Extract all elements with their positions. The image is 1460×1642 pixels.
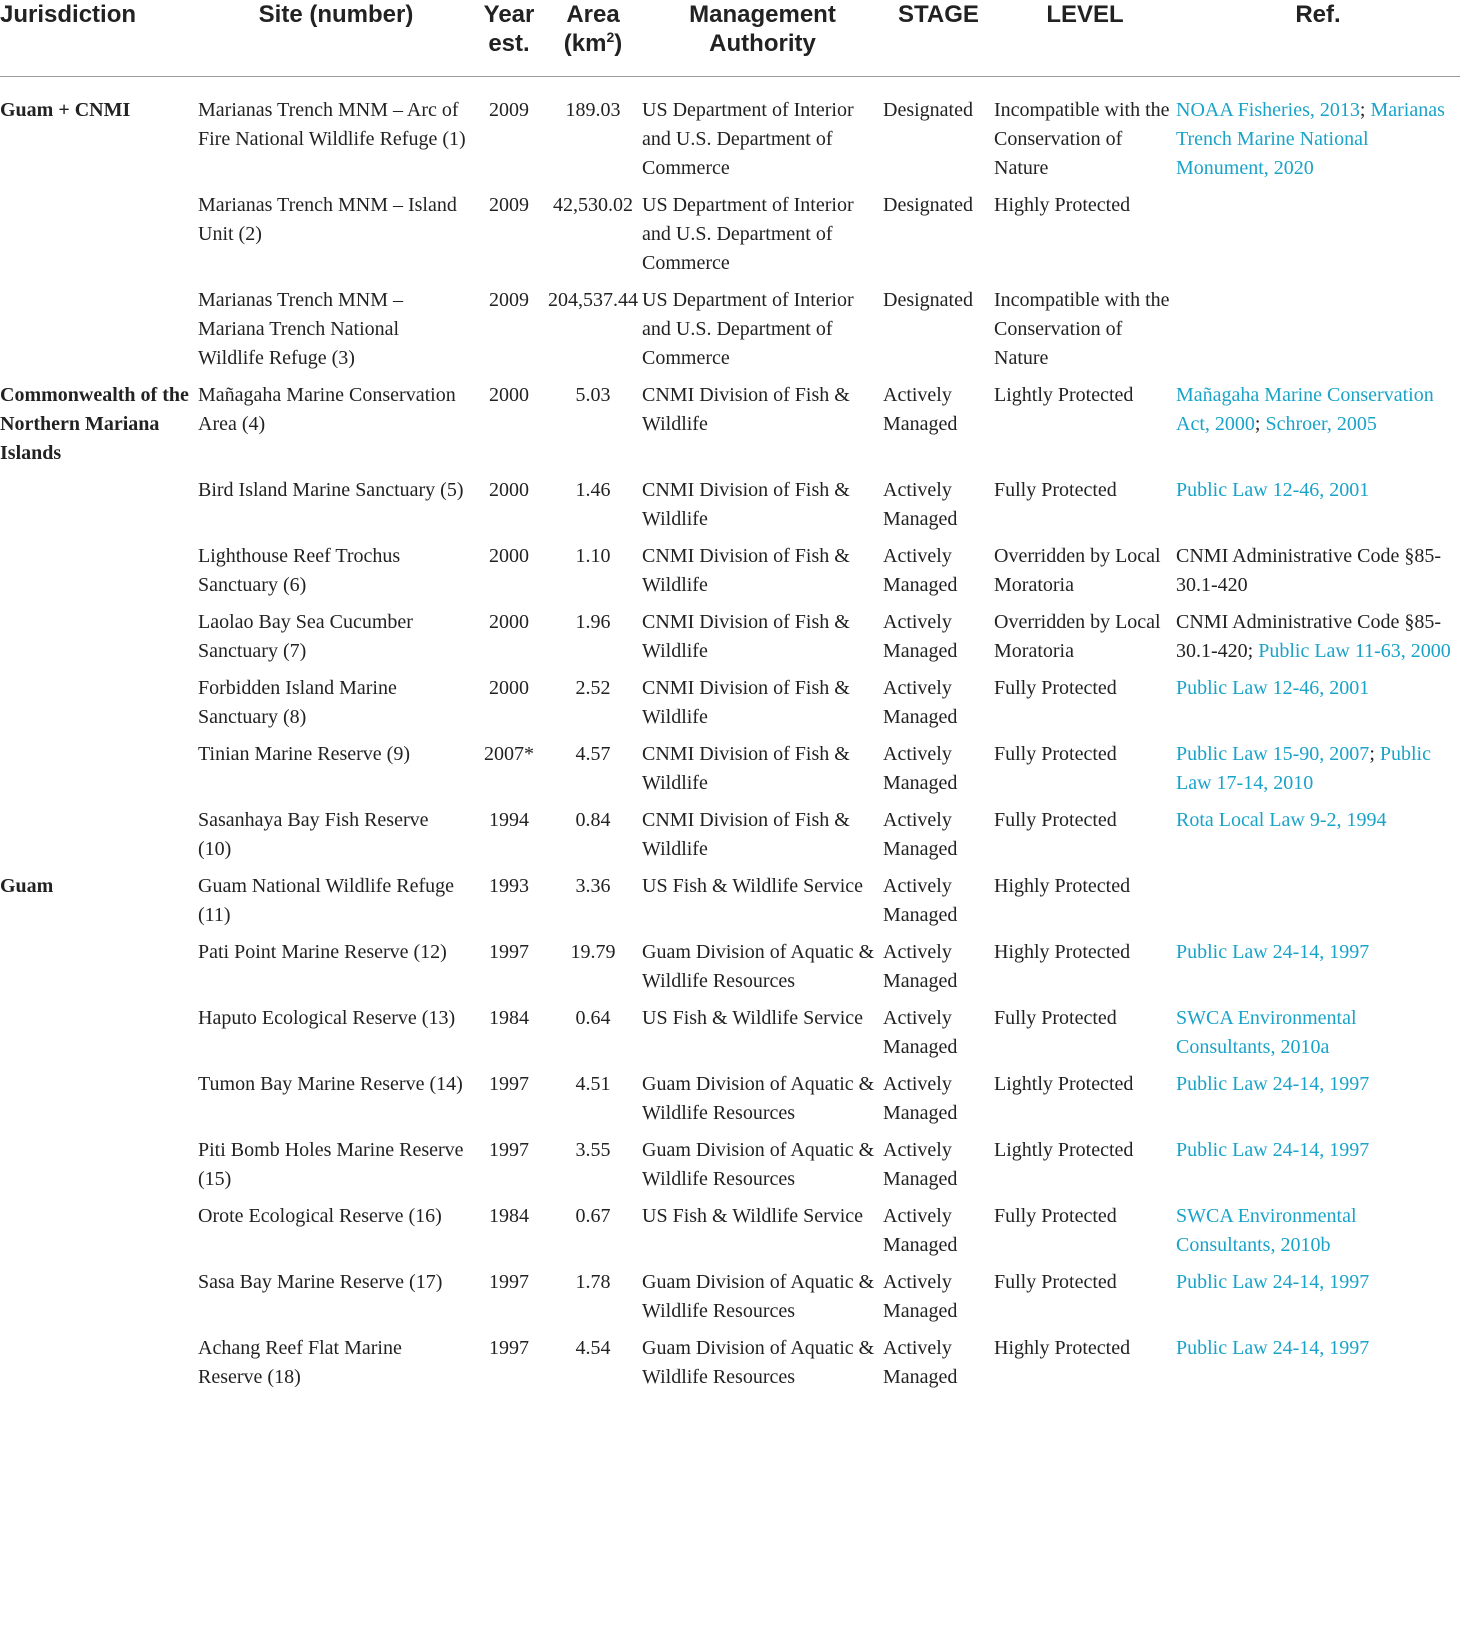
reference-link[interactable]: Marianas Trench Marine National Monument, 2020	[1176, 99, 1445, 179]
year-cell: 1984	[489, 1007, 529, 1029]
reference-text: ;	[1359, 99, 1366, 121]
table-row	[0, 1202, 1460, 1268]
level-cell: Incompatible with the Conservation of Nature	[994, 289, 1170, 369]
area-cell: 5.03	[575, 384, 611, 406]
table-row	[0, 608, 1460, 674]
table-row	[0, 381, 1460, 476]
reference-cell	[1176, 1070, 1460, 1136]
year-cell: 2007*	[484, 743, 534, 765]
reference-cell	[1176, 1136, 1460, 1202]
site-cell: Sasa Bay Marine Reserve (17)	[198, 1271, 443, 1293]
level-cell: Highly Protected	[994, 941, 1131, 963]
header-year: Year est.	[474, 0, 544, 77]
authority-cell: US Department of Interior and U.S. Department of Commerce	[642, 194, 854, 274]
authority-cell: Guam Division of Aquatic & Wildlife Resources	[642, 941, 875, 992]
site-cell: Marianas Trench MNM – Mariana Trench National Wildlife Refuge (3)	[198, 289, 403, 369]
year-cell: 2000	[489, 677, 529, 699]
stage-cell: Actively Managed	[883, 743, 958, 794]
site-cell: Mañagaha Marine Conservation Area (4)	[198, 384, 456, 435]
table-row	[0, 1334, 1460, 1400]
jurisdiction-cell	[0, 740, 198, 806]
year-cell: 2000	[489, 611, 529, 633]
authority-cell: CNMI Division of Fish & Wildlife	[642, 611, 850, 662]
area-cell: 1.10	[575, 545, 611, 567]
area-cell: 4.57	[575, 743, 611, 765]
header-area-base: Area (km	[563, 1, 620, 57]
jurisdiction-cell: Commonwealth of the Northern Mariana Islands	[0, 384, 189, 464]
level-cell: Fully Protected	[994, 1271, 1117, 1293]
site-cell: Pati Point Marine Reserve (12)	[198, 941, 447, 963]
reference-link[interactable]: Public Law 11-63, 2000	[1258, 640, 1451, 662]
year-cell: 1997	[489, 1073, 529, 1095]
stage-cell: Designated	[883, 99, 973, 121]
stage-cell: Actively Managed	[883, 611, 958, 662]
level-cell: Fully Protected	[994, 809, 1117, 831]
table-row	[0, 740, 1460, 806]
area-cell: 189.03	[565, 99, 621, 121]
table-row	[0, 1268, 1460, 1334]
authority-cell: CNMI Division of Fish & Wildlife	[642, 479, 850, 530]
area-cell: 1.46	[575, 479, 611, 501]
reference-link[interactable]: Public Law 12-46, 2001	[1176, 677, 1370, 699]
stage-cell: Actively Managed	[883, 1139, 958, 1190]
area-cell: 1.96	[575, 611, 611, 633]
stage-cell: Actively Managed	[883, 941, 958, 992]
jurisdiction-cell	[0, 1070, 198, 1136]
jurisdiction-cell	[0, 1202, 198, 1268]
area-cell: 19.79	[570, 941, 616, 963]
site-cell: Lighthouse Reef Trochus Sanctuary (6)	[198, 545, 401, 596]
stage-cell: Actively Managed	[883, 1337, 958, 1388]
level-cell: Lightly Protected	[994, 1139, 1134, 1161]
authority-cell: CNMI Division of Fish & Wildlife	[642, 384, 850, 435]
reference-cell	[1176, 476, 1460, 542]
level-cell: Lightly Protected	[994, 1073, 1134, 1095]
site-cell: Guam National Wildlife Refuge (11)	[198, 875, 454, 926]
reference-cell	[1176, 1004, 1460, 1070]
stage-cell: Actively Managed	[883, 809, 958, 860]
level-cell: Highly Protected	[994, 1337, 1131, 1359]
jurisdiction-cell	[0, 286, 198, 381]
reference-link[interactable]: Public Law 17-14, 2010	[1176, 743, 1431, 794]
area-cell: 3.36	[575, 875, 611, 897]
site-cell: Bird Island Marine Sanctuary (5)	[198, 479, 464, 501]
reference-link[interactable]: Schroer, 2005	[1260, 413, 1377, 435]
authority-cell: Guam Division of Aquatic & Wildlife Resources	[642, 1271, 875, 1322]
stage-cell: Actively Managed	[883, 1007, 958, 1058]
level-cell: Fully Protected	[994, 479, 1117, 501]
year-cell: 1984	[489, 1205, 529, 1227]
jurisdiction-cell: Guam	[0, 875, 54, 897]
table-row	[0, 542, 1460, 608]
reference-cell	[1176, 938, 1460, 1004]
year-cell: 1993	[489, 875, 529, 897]
table-row	[0, 191, 1460, 286]
reference-link[interactable]: SWCA Environmental Consultants, 2010b	[1176, 1205, 1357, 1256]
area-cell: 0.64	[575, 1007, 611, 1029]
year-cell: 2009	[489, 289, 529, 311]
year-cell: 1997	[489, 1337, 529, 1359]
stage-cell: Actively Managed	[883, 479, 958, 530]
site-cell: Tinian Marine Reserve (9)	[198, 743, 410, 765]
site-cell: Haputo Ecological Reserve (13)	[198, 1007, 456, 1029]
reference-link[interactable]: Public Law 24-14, 1997	[1176, 1337, 1370, 1359]
reference-link[interactable]: SWCA Environmental Consultants, 2010a	[1176, 1007, 1357, 1058]
authority-cell: US Fish & Wildlife Service	[642, 1007, 864, 1029]
reference-text: ;	[1254, 413, 1261, 435]
header-ref: Ref.	[1176, 0, 1460, 77]
stage-cell: Actively Managed	[883, 875, 958, 926]
authority-cell: CNMI Division of Fish & Wildlife	[642, 545, 850, 596]
level-cell: Overridden by Local Moratoria	[994, 611, 1161, 662]
level-cell: Highly Protected	[994, 194, 1131, 216]
table-row	[0, 1070, 1460, 1136]
reference-link[interactable]: Public Law 24-14, 1997	[1176, 941, 1370, 963]
header-area	[544, 0, 642, 77]
area-cell: 2.52	[575, 677, 611, 699]
reference-link[interactable]: Rota Local Law 9-2, 1994	[1176, 809, 1387, 831]
reference-cell	[1176, 608, 1460, 674]
authority-cell: CNMI Division of Fish & Wildlife	[642, 743, 850, 794]
area-cell: 0.67	[575, 1205, 611, 1227]
reference-link[interactable]: Public Law 24-14, 1997	[1176, 1073, 1370, 1095]
year-cell: 1994	[489, 809, 529, 831]
site-cell: Marianas Trench MNM – Island Unit (2)	[198, 194, 457, 245]
reference-cell	[1176, 1268, 1460, 1334]
jurisdiction-cell	[0, 608, 198, 674]
header-stage: STAGE	[883, 0, 994, 77]
table-row	[0, 1136, 1460, 1202]
jurisdiction-cell	[0, 1334, 198, 1400]
area-cell: 1.78	[575, 1271, 611, 1293]
table-row	[0, 872, 1460, 938]
reference-text: CNMI Administrative Code §85-30.1-420	[1176, 545, 1441, 596]
reference-cell	[1176, 740, 1460, 806]
table-row	[0, 938, 1460, 1004]
authority-cell: US Department of Interior and U.S. Department of Commerce	[642, 289, 854, 369]
reference-link[interactable]: Public Law 12-46, 2001	[1176, 479, 1370, 501]
stage-cell: Actively Managed	[883, 1073, 958, 1124]
reference-cell	[1176, 1202, 1460, 1268]
jurisdiction-cell	[0, 1004, 198, 1070]
year-cell: 1997	[489, 1271, 529, 1293]
jurisdiction-cell	[0, 191, 198, 286]
stage-cell: Actively Managed	[883, 384, 958, 435]
stage-cell: Actively Managed	[883, 677, 958, 728]
year-cell: 1997	[489, 1139, 529, 1161]
reference-cell	[1176, 381, 1460, 476]
year-cell: 2000	[489, 384, 529, 406]
site-cell: Marianas Trench MNM – Arc of Fire National Wildlife Refuge (1)	[198, 99, 466, 150]
site-cell: Tumon Bay Marine Reserve (14)	[198, 1073, 463, 1095]
site-cell: Achang Reef Flat Marine Reserve (18)	[198, 1337, 402, 1388]
reference-cell	[1176, 806, 1460, 872]
site-cell: Forbidden Island Marine Sanctuary (8)	[198, 677, 397, 728]
year-cell: 1997	[489, 941, 529, 963]
stage-cell: Actively Managed	[883, 1205, 958, 1256]
table-body	[0, 77, 1460, 1401]
jurisdiction-cell	[0, 674, 198, 740]
jurisdiction-cell	[0, 1136, 198, 1202]
level-cell: Fully Protected	[994, 677, 1117, 699]
table-row	[0, 286, 1460, 381]
authority-cell: CNMI Division of Fish & Wildlife	[642, 677, 850, 728]
level-cell: Overridden by Local Moratoria	[994, 545, 1161, 596]
reference-cell	[1176, 1334, 1460, 1400]
area-cell: 4.54	[575, 1337, 611, 1359]
level-cell: Fully Protected	[994, 1205, 1117, 1227]
site-cell: Piti Bomb Holes Marine Reserve (15)	[198, 1139, 464, 1190]
area-cell: 0.84	[575, 809, 611, 831]
stage-cell: Designated	[883, 194, 973, 216]
jurisdiction-cell: Guam + CNMI	[0, 99, 131, 121]
authority-cell: Guam Division of Aquatic & Wildlife Resources	[642, 1139, 875, 1190]
stage-cell: Actively Managed	[883, 545, 958, 596]
level-cell: Highly Protected	[994, 875, 1131, 897]
level-cell: Incompatible with the Conservation of Nature	[994, 99, 1170, 179]
reference-link[interactable]: NOAA Fisheries, 2013	[1176, 99, 1360, 121]
reference-cell	[1176, 191, 1460, 286]
reference-link[interactable]: Public Law 24-14, 1997	[1176, 1271, 1370, 1293]
stage-cell: Actively Managed	[883, 1271, 958, 1322]
reference-link[interactable]: Public Law 24-14, 1997	[1176, 1139, 1370, 1161]
area-cell: 4.51	[575, 1073, 611, 1095]
year-cell: 2009	[489, 99, 529, 121]
table-row	[0, 1004, 1460, 1070]
level-cell: Fully Protected	[994, 743, 1117, 765]
header-area-sup: 2	[606, 29, 615, 45]
reference-cell	[1176, 674, 1460, 740]
jurisdiction-cell	[0, 1268, 198, 1334]
authority-cell: Guam Division of Aquatic & Wildlife Resources	[642, 1073, 875, 1124]
area-cell: 3.55	[575, 1139, 611, 1161]
table-row	[0, 674, 1460, 740]
reference-cell	[1176, 872, 1460, 938]
authority-cell: CNMI Division of Fish & Wildlife	[642, 809, 850, 860]
table-row	[0, 806, 1460, 872]
authority-cell: Guam Division of Aquatic & Wildlife Resources	[642, 1337, 875, 1388]
authority-cell: US Fish & Wildlife Service	[642, 875, 864, 897]
year-cell: 2000	[489, 545, 529, 567]
authority-cell: US Fish & Wildlife Service	[642, 1205, 864, 1227]
reference-cell	[1176, 77, 1460, 192]
level-cell: Lightly Protected	[994, 384, 1134, 406]
reference-cell	[1176, 286, 1460, 381]
reference-cell	[1176, 542, 1460, 608]
authority-cell: US Department of Interior and U.S. Department of Commerce	[642, 99, 854, 179]
reference-text: ;	[1369, 743, 1375, 765]
reference-text: CNMI Administrative Code §85-30.1-420;	[1176, 611, 1441, 662]
area-cell: 42,530.02	[553, 194, 633, 216]
reference-link[interactable]: Public Law 15-90, 2007	[1176, 743, 1370, 765]
site-cell: Orote Ecological Reserve (16)	[198, 1205, 442, 1227]
jurisdiction-cell	[0, 476, 198, 542]
header-site: Site (number)	[198, 0, 474, 77]
level-cell: Fully Protected	[994, 1007, 1117, 1029]
year-cell: 2009	[489, 194, 529, 216]
header-authority: Management Authority	[642, 0, 883, 77]
table-row	[0, 476, 1460, 542]
site-cell: Laolao Bay Sea Cucumber Sanctuary (7)	[198, 611, 413, 662]
jurisdiction-cell	[0, 542, 198, 608]
stage-cell: Designated	[883, 289, 973, 311]
reference-link[interactable]: Mañagaha Marine Conservation Act, 2000	[1176, 384, 1434, 435]
site-cell: Sasanhaya Bay Fish Reserve (10)	[198, 809, 429, 860]
header-row	[0, 0, 1460, 77]
header-jurisdiction: Jurisdiction	[0, 0, 198, 77]
jurisdiction-cell	[0, 806, 198, 872]
header-level: LEVEL	[994, 0, 1176, 77]
year-cell: 2000	[489, 479, 529, 501]
table-row	[0, 77, 1460, 192]
area-cell: 204,537.44	[548, 289, 638, 311]
header-area-end: )	[614, 30, 623, 57]
jurisdiction-cell	[0, 938, 198, 1004]
